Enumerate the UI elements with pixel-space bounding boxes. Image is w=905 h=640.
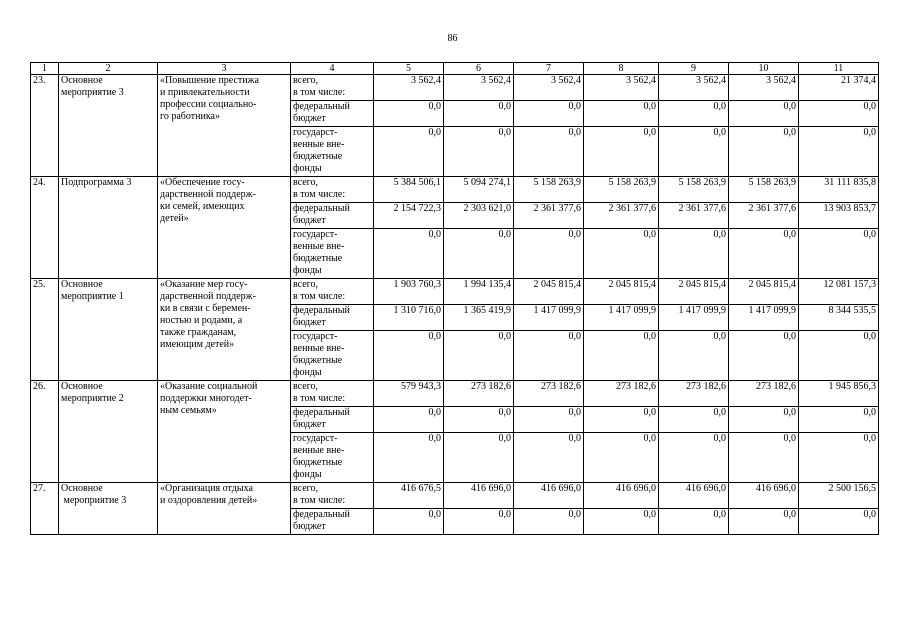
- value-cell: 0,0: [374, 101, 444, 127]
- program-type: Основное мероприятие 1: [59, 279, 158, 381]
- value-cell: 0,0: [799, 229, 879, 279]
- header-row: [31, 63, 879, 75]
- value-cell: 2 361 377,6: [584, 203, 659, 229]
- value-cell: 0,0: [799, 509, 879, 535]
- value-cell: 0,0: [729, 127, 799, 177]
- value-cell: 0,0: [444, 101, 514, 127]
- value-cell: 1 417 099,9: [729, 305, 799, 331]
- value-cell: 21 374,4: [799, 75, 879, 101]
- value-cell: 5 158 263,9: [659, 177, 729, 203]
- funding-source: всего, в том числе:: [291, 279, 374, 305]
- value-cell: 416 696,0: [659, 483, 729, 509]
- header-cell: 2: [59, 63, 158, 75]
- value-cell: 2 045 815,4: [659, 279, 729, 305]
- table-row: [31, 177, 879, 203]
- value-cell: 0,0: [659, 331, 729, 381]
- value-cell: 416 696,0: [584, 483, 659, 509]
- header-cell: 5: [374, 63, 444, 75]
- program-type: Основное мероприятие 3: [59, 75, 158, 177]
- value-cell: 0,0: [444, 331, 514, 381]
- value-cell: 0,0: [584, 407, 659, 433]
- value-cell: 0,0: [444, 127, 514, 177]
- funding-source: всего, в том числе:: [291, 483, 374, 509]
- table-row: [31, 279, 879, 305]
- value-cell: 0,0: [514, 433, 584, 483]
- funding-source: федеральный бюджет: [291, 305, 374, 331]
- value-cell: 0,0: [659, 101, 729, 127]
- value-cell: 0,0: [584, 229, 659, 279]
- value-cell: 2 500 156,5: [799, 483, 879, 509]
- funding-source: федеральный бюджет: [291, 509, 374, 535]
- value-cell: 2 154 722,3: [374, 203, 444, 229]
- value-cell: 0,0: [729, 433, 799, 483]
- value-cell: 2 303 621,0: [444, 203, 514, 229]
- value-cell: 5 158 263,9: [729, 177, 799, 203]
- value-cell: 5 158 263,9: [584, 177, 659, 203]
- value-cell: 2 045 815,4: [729, 279, 799, 305]
- row-number: 26.: [31, 381, 59, 483]
- program-type: Подпрограмма 3: [59, 177, 158, 279]
- value-cell: 0,0: [799, 433, 879, 483]
- table-row: [31, 483, 879, 509]
- row-number: 25.: [31, 279, 59, 381]
- value-cell: 0,0: [799, 127, 879, 177]
- value-cell: 0,0: [659, 509, 729, 535]
- value-cell: 0,0: [729, 101, 799, 127]
- funding-source: всего, в том числе:: [291, 75, 374, 101]
- value-cell: 273 182,6: [584, 381, 659, 407]
- value-cell: 1 903 760,3: [374, 279, 444, 305]
- header-cell: 8: [584, 63, 659, 75]
- value-cell: 3 562,4: [514, 75, 584, 101]
- value-cell: 0,0: [584, 101, 659, 127]
- value-cell: 273 182,6: [514, 381, 584, 407]
- value-cell: 0,0: [514, 101, 584, 127]
- table-row: [31, 381, 879, 407]
- program-type: Основное мероприятие 2: [59, 381, 158, 483]
- value-cell: 3 562,4: [584, 75, 659, 101]
- program-type: Основное мероприятие 3: [59, 483, 158, 535]
- value-cell: 1 417 099,9: [584, 305, 659, 331]
- value-cell: 0,0: [514, 127, 584, 177]
- value-cell: 0,0: [799, 101, 879, 127]
- program-name: «Повышение престижа и привлекательности профессии социально- го работника»: [158, 75, 291, 177]
- value-cell: 273 182,6: [659, 381, 729, 407]
- header-cell: 9: [659, 63, 729, 75]
- value-cell: 3 562,4: [374, 75, 444, 101]
- value-cell: 416 676,5: [374, 483, 444, 509]
- budget-table: [30, 62, 879, 535]
- value-cell: 3 562,4: [659, 75, 729, 101]
- value-cell: 0,0: [444, 433, 514, 483]
- value-cell: 1 945 856,3: [799, 381, 879, 407]
- value-cell: 0,0: [444, 407, 514, 433]
- row-number: 27.: [31, 483, 59, 535]
- row-number: 23.: [31, 75, 59, 177]
- funding-source: всего, в том числе:: [291, 381, 374, 407]
- value-cell: 0,0: [729, 331, 799, 381]
- header-cell: 1: [31, 63, 59, 75]
- value-cell: 0,0: [374, 229, 444, 279]
- program-name: «Оказание мер госу- дарственной поддерж- ки в связи с беремен- ностью и родами, а также гражданам, имеющим детей»: [158, 279, 291, 381]
- header-cell: 3: [158, 63, 291, 75]
- value-cell: 31 111 835,8: [799, 177, 879, 203]
- value-cell: 2 361 377,6: [729, 203, 799, 229]
- funding-source: государст- венные вне- бюджетные фонды: [291, 433, 374, 483]
- value-cell: 5 384 506,1: [374, 177, 444, 203]
- value-cell: 0,0: [659, 433, 729, 483]
- funding-source: государст- венные вне- бюджетные фонды: [291, 127, 374, 177]
- value-cell: 0,0: [444, 509, 514, 535]
- value-cell: 8 344 535,5: [799, 305, 879, 331]
- value-cell: 0,0: [444, 229, 514, 279]
- value-cell: 3 562,4: [729, 75, 799, 101]
- value-cell: 0,0: [729, 509, 799, 535]
- value-cell: 0,0: [659, 229, 729, 279]
- value-cell: 2 045 815,4: [514, 279, 584, 305]
- value-cell: 1 994 135,4: [444, 279, 514, 305]
- funding-source: государст- венные вне- бюджетные фонды: [291, 229, 374, 279]
- funding-source: федеральный бюджет: [291, 407, 374, 433]
- value-cell: 0,0: [374, 127, 444, 177]
- value-cell: 0,0: [659, 127, 729, 177]
- value-cell: 0,0: [729, 407, 799, 433]
- header-cell: 4: [291, 63, 374, 75]
- page-number: 86: [447, 33, 458, 44]
- value-cell: 0,0: [584, 331, 659, 381]
- value-cell: 2 361 377,6: [659, 203, 729, 229]
- value-cell: 273 182,6: [444, 381, 514, 407]
- value-cell: 3 562,4: [444, 75, 514, 101]
- value-cell: 0,0: [659, 407, 729, 433]
- value-cell: 0,0: [799, 407, 879, 433]
- value-cell: 0,0: [374, 509, 444, 535]
- header-cell: 10: [729, 63, 799, 75]
- program-name: «Организация отдыха и оздоровления детей»: [158, 483, 291, 535]
- value-cell: 5 094 274,1: [444, 177, 514, 203]
- value-cell: 416 696,0: [729, 483, 799, 509]
- value-cell: 579 943,3: [374, 381, 444, 407]
- value-cell: 0,0: [514, 229, 584, 279]
- value-cell: 1 365 419,9: [444, 305, 514, 331]
- value-cell: 12 081 157,3: [799, 279, 879, 305]
- header-cell: 7: [514, 63, 584, 75]
- value-cell: 1 417 099,9: [659, 305, 729, 331]
- value-cell: 0,0: [799, 331, 879, 381]
- funding-source: федеральный бюджет: [291, 203, 374, 229]
- value-cell: 0,0: [374, 433, 444, 483]
- value-cell: 13 903 853,7: [799, 203, 879, 229]
- row-number: 24.: [31, 177, 59, 279]
- value-cell: 0,0: [584, 433, 659, 483]
- funding-source: федеральный бюджет: [291, 101, 374, 127]
- value-cell: 0,0: [514, 407, 584, 433]
- header-cell: 6: [444, 63, 514, 75]
- value-cell: 0,0: [584, 509, 659, 535]
- value-cell: 416 696,0: [444, 483, 514, 509]
- value-cell: 0,0: [514, 509, 584, 535]
- funding-source: всего, в том числе:: [291, 177, 374, 203]
- value-cell: 5 158 263,9: [514, 177, 584, 203]
- header-cell: 11: [799, 63, 879, 75]
- program-name: «Оказание социальной поддержки многодет- ным семьям»: [158, 381, 291, 483]
- value-cell: 2 361 377,6: [514, 203, 584, 229]
- value-cell: 273 182,6: [729, 381, 799, 407]
- value-cell: 0,0: [584, 127, 659, 177]
- value-cell: 0,0: [374, 331, 444, 381]
- funding-source: государст- венные вне- бюджетные фонды: [291, 331, 374, 381]
- value-cell: 416 696,0: [514, 483, 584, 509]
- value-cell: 1 417 099,9: [514, 305, 584, 331]
- value-cell: 1 310 716,0: [374, 305, 444, 331]
- value-cell: 0,0: [729, 229, 799, 279]
- program-name: «Обеспечение госу- дарственной поддерж- ки семей, имеющих детей»: [158, 177, 291, 279]
- value-cell: 0,0: [374, 407, 444, 433]
- value-cell: 0,0: [514, 331, 584, 381]
- table-row: [31, 75, 879, 101]
- value-cell: 2 045 815,4: [584, 279, 659, 305]
